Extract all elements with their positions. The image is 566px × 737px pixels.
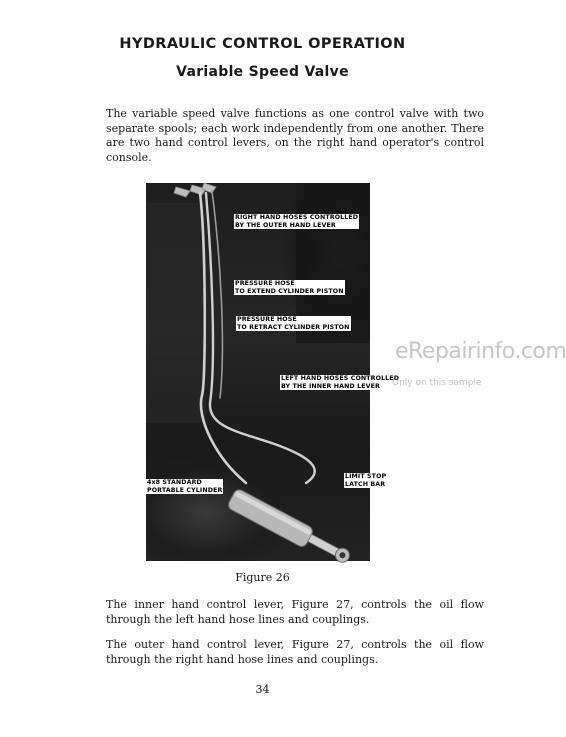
hydraulic-photo [146,183,400,561]
label-line: RIGHT HAND HOSES CONTROLLED [235,214,359,221]
label-line: LATCH BAR [345,480,386,488]
label-line: PRESSURE HOSE [235,280,295,287]
paragraph-inner-lever: The inner hand control lever, Figure 27, controls the oil flow through the left hand hose lines and couplings. [106,598,484,626]
label-line: LEFT HAND HOSES CONTROLLED [281,375,400,382]
label-pressure-extend [234,280,345,295]
label-line: PRESSURE HOSE [237,316,297,323]
label-line: 4x8 STANDARD [147,479,202,486]
paragraph-outer-lever: The outer hand control lever, Figure 27, controls the oil flow through the right hand hose lines and couplings. [106,638,484,666]
page-number: 34 [255,683,270,696]
figure-caption: Figure 26 [235,571,290,584]
label-line: TO RETRACT CYLINDER PISTON [237,323,350,331]
watermark-subtext: Only on this sample [392,378,482,388]
page-title: HYDRAULIC CONTROL OPERATION [119,36,406,52]
watermark-text: eRepairinfo.com [395,339,566,364]
label-line: BY THE OUTER HAND LEVER [235,221,336,229]
label-cylinder [146,479,223,494]
label-line: TO EXTEND CYLINDER PISTON [235,287,344,295]
label-pressure-retract [236,316,351,331]
label-line: LIMIT STOP [345,473,387,480]
label-right-hand-hoses [234,214,359,229]
section-subtitle: Variable Speed Valve [176,64,349,80]
intro-paragraph: The variable speed valve functions as one control valve with two separate spools; each work independently from one another. There are two hand control levers, on the right hand operator's control console. [106,107,484,164]
label-left-hand-hoses [280,375,400,390]
label-line: BY THE INNER HAND LEVER [281,382,380,390]
label-line: PORTABLE CYLINDER [147,486,223,494]
hose-illustration [146,183,370,561]
label-limit-stop [344,473,387,488]
